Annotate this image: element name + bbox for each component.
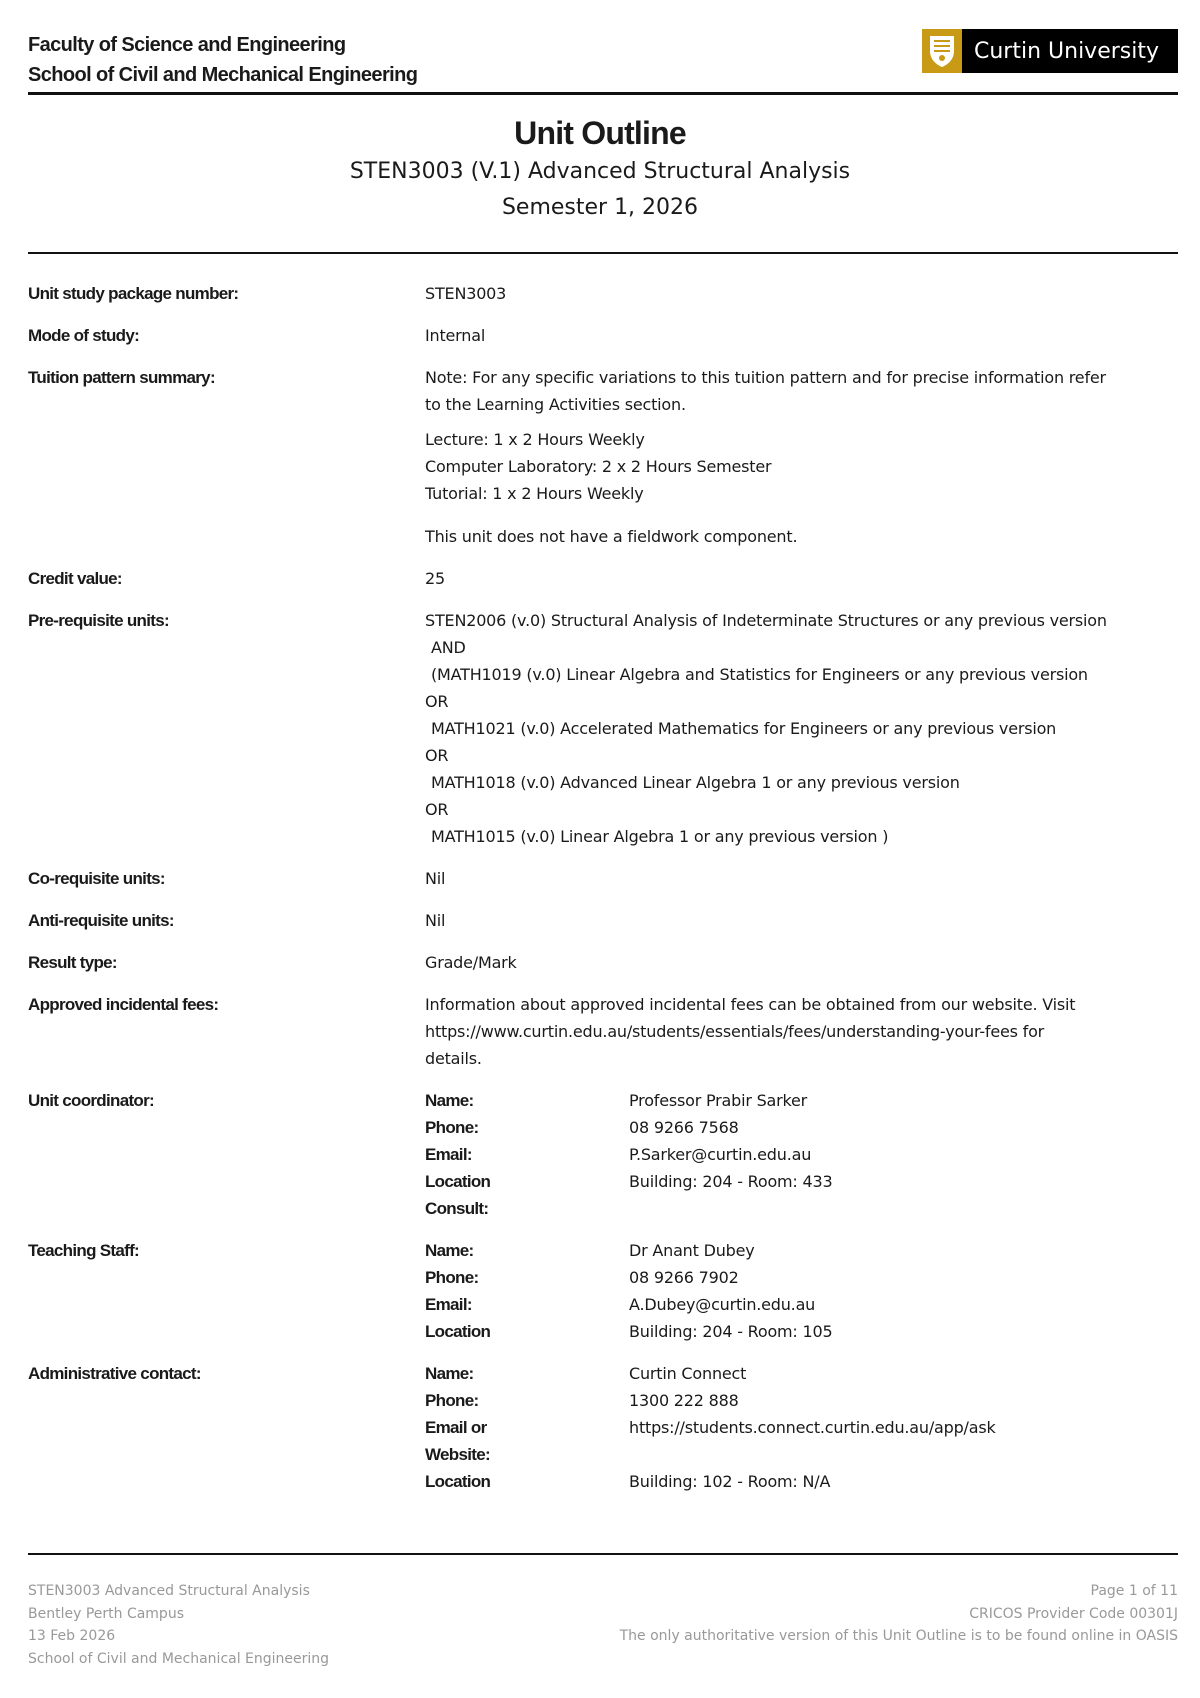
admin-contact-row: [28, 1360, 1178, 1495]
detail-row-result: [28, 949, 1178, 976]
detail-value: 25: [425, 569, 445, 588]
detail-row-mode: [28, 322, 1178, 349]
footer-right: [620, 1580, 1178, 1648]
tuition-item: Lecture: 1 x 2 Hours Weekly: [425, 430, 645, 449]
contact-name: Dr Anant Dubey: [629, 1241, 755, 1260]
contact-values: [629, 1360, 1178, 1495]
contact-website-link[interactable]: https://students.connect.curtin.edu.au/app/ask: [629, 1418, 996, 1437]
contact-label: Email:: [425, 1295, 472, 1314]
contact-label: Email or: [425, 1418, 487, 1437]
prereq-line: OR: [425, 746, 449, 765]
contact-spacer: [629, 1441, 1178, 1468]
contact-label: Location: [425, 1472, 491, 1491]
unit-details: [28, 280, 1178, 1510]
title-block: [0, 112, 1200, 226]
tuition-item: Computer Laboratory: 2 x 2 Hours Semester: [425, 457, 772, 476]
prereq-line: OR: [425, 692, 449, 711]
footer-date: 13 Feb 2026: [28, 1628, 116, 1644]
fieldwork-note: This unit does not have a fieldwork component.: [425, 527, 798, 546]
contact-label: Consult:: [425, 1199, 489, 1218]
prereq-line: MATH1015 (v.0) Linear Algebra 1 or any previous version ): [431, 827, 889, 846]
page-number: Page 1 of 11: [1090, 1583, 1178, 1599]
detail-value: Nil: [425, 911, 446, 930]
detail-value: Grade/Mark: [425, 953, 517, 972]
contact-location: Building: 102 - Room: N/A: [629, 1472, 831, 1491]
detail-value: [425, 607, 1178, 850]
school-name: School of Civil and Mechanical Engineering: [28, 64, 418, 86]
contact-name: Professor Prabir Sarker: [629, 1091, 808, 1110]
detail-label: Co-requisite units:: [28, 869, 165, 888]
detail-label: Pre-requisite units:: [28, 611, 169, 630]
authority-note: The only authoritative version of this Unit Outline is to be found online in OASIS: [619, 1628, 1178, 1644]
curtin-logo: [922, 29, 1178, 73]
semester: Semester 1, 2026: [501, 195, 699, 220]
detail-value: STEN3003: [425, 284, 507, 303]
detail-label: Credit value:: [28, 569, 122, 588]
contact-label: Location: [425, 1172, 491, 1191]
contact-values: [629, 1237, 1178, 1345]
contact-phone: 08 9266 7902: [629, 1268, 739, 1287]
contact-label: Phone:: [425, 1391, 479, 1410]
detail-row-coreq: [28, 865, 1178, 892]
detail-label: Result type:: [28, 953, 117, 972]
detail-row-usp: [28, 280, 1178, 307]
contact-phone: 1300 222 888: [629, 1391, 739, 1410]
detail-value: Nil: [425, 869, 446, 888]
detail-value: [425, 991, 1178, 1072]
contact-location: Building: 204 - Room: 105: [629, 1322, 833, 1341]
contact-block: [425, 1237, 1178, 1345]
contact-label: Name:: [425, 1091, 474, 1110]
detail-label: Unit coordinator:: [28, 1091, 154, 1110]
contact-label: Email:: [425, 1145, 472, 1164]
footer-left: [28, 1580, 329, 1670]
contact-label: Location: [425, 1322, 491, 1341]
fees-line: Information about approved incidental fees can be obtained from our website. Visit: [425, 995, 1076, 1014]
detail-label: Tuition pattern summary:: [28, 368, 215, 387]
detail-value: [425, 364, 1178, 550]
teaching-staff-row: [28, 1237, 1178, 1345]
contact-labels: [425, 1360, 629, 1495]
contact-location: Building: 204 - Room: 433: [629, 1172, 833, 1191]
footer-school: School of Civil and Mechanical Engineering: [28, 1650, 330, 1667]
detail-value: Internal: [425, 326, 486, 345]
faculty-name: Faculty of Science and Engineering: [28, 34, 346, 56]
page-title: Unit Outline: [514, 115, 686, 151]
detail-label: Approved incidental fees:: [28, 995, 219, 1014]
tuition-note-line: Note: For any specific variations to this tuition pattern and for precise information refer: [425, 368, 1106, 387]
contact-phone: 08 9266 7568: [629, 1118, 739, 1137]
detail-label: Teaching Staff:: [28, 1241, 140, 1260]
detail-label: Unit study package number:: [28, 284, 239, 303]
unit-coordinator-row: [28, 1087, 1178, 1222]
contact-labels: [425, 1237, 629, 1345]
prereq-line: AND: [431, 638, 466, 657]
prereq-line: OR: [425, 800, 449, 819]
fees-line: details.: [425, 1049, 482, 1068]
curtin-crest-icon: [922, 29, 962, 73]
cricos-code: CRICOS Provider Code 00301J: [969, 1605, 1178, 1622]
contact-label: Phone:: [425, 1118, 479, 1137]
detail-row-fees: [28, 991, 1178, 1072]
contact-email-link[interactable]: P.Sarker@curtin.edu.au: [629, 1145, 812, 1164]
logo-wordmark: Curtin University: [974, 38, 1160, 64]
tuition-item: Tutorial: 1 x 2 Hours Weekly: [425, 484, 644, 503]
detail-row-credit: [28, 565, 1178, 592]
prereq-line: STEN2006 (v.0) Structural Analysis of Indeterminate Structures or any previous version: [425, 611, 1107, 630]
contact-name: Curtin Connect: [629, 1364, 747, 1383]
contact-block: [425, 1360, 1178, 1495]
contact-consult: [629, 1195, 1178, 1222]
contact-label: Name:: [425, 1241, 474, 1260]
contact-label: Website:: [425, 1445, 490, 1464]
title-rule: [28, 252, 1178, 254]
detail-label: Administrative contact:: [28, 1364, 201, 1383]
prereq-line: (MATH1019 (v.0) Linear Algebra and Statistics for Engineers or any previous version: [431, 665, 1088, 684]
page-header: [28, 30, 1178, 94]
faculty-heading: [28, 30, 417, 90]
prereq-line: MATH1021 (v.0) Accelerated Mathematics for Engineers or any previous version: [431, 719, 1057, 738]
header-rule: [28, 92, 1178, 95]
detail-row-antireq: [28, 907, 1178, 934]
detail-label: Mode of study:: [28, 326, 140, 345]
footer-unit: STEN3003 Advanced Structural Analysis: [28, 1583, 310, 1599]
contact-label: Phone:: [425, 1268, 479, 1287]
fees-link[interactable]: https://www.curtin.edu.au/students/essentials/fees/understanding-your-fees for: [425, 1022, 1045, 1041]
contact-block: [425, 1087, 1178, 1222]
contact-label: Name:: [425, 1364, 474, 1383]
detail-row-tuition: [28, 364, 1178, 550]
detail-label: Anti-requisite units:: [28, 911, 174, 930]
prereq-line: MATH1018 (v.0) Advanced Linear Algebra 1 or any previous version: [431, 773, 960, 792]
contact-values: [629, 1087, 1178, 1222]
unit-title: STEN3003 (V.1) Advanced Structural Analysis: [349, 159, 851, 184]
contact-email-link[interactable]: A.Dubey@curtin.edu.au: [629, 1295, 816, 1314]
tuition-note-line: to the Learning Activities section.: [425, 395, 686, 414]
footer-campus: Bentley Perth Campus: [28, 1605, 184, 1622]
detail-row-prereq: [28, 607, 1178, 850]
contact-labels: [425, 1087, 629, 1222]
footer-rule: [28, 1553, 1178, 1555]
